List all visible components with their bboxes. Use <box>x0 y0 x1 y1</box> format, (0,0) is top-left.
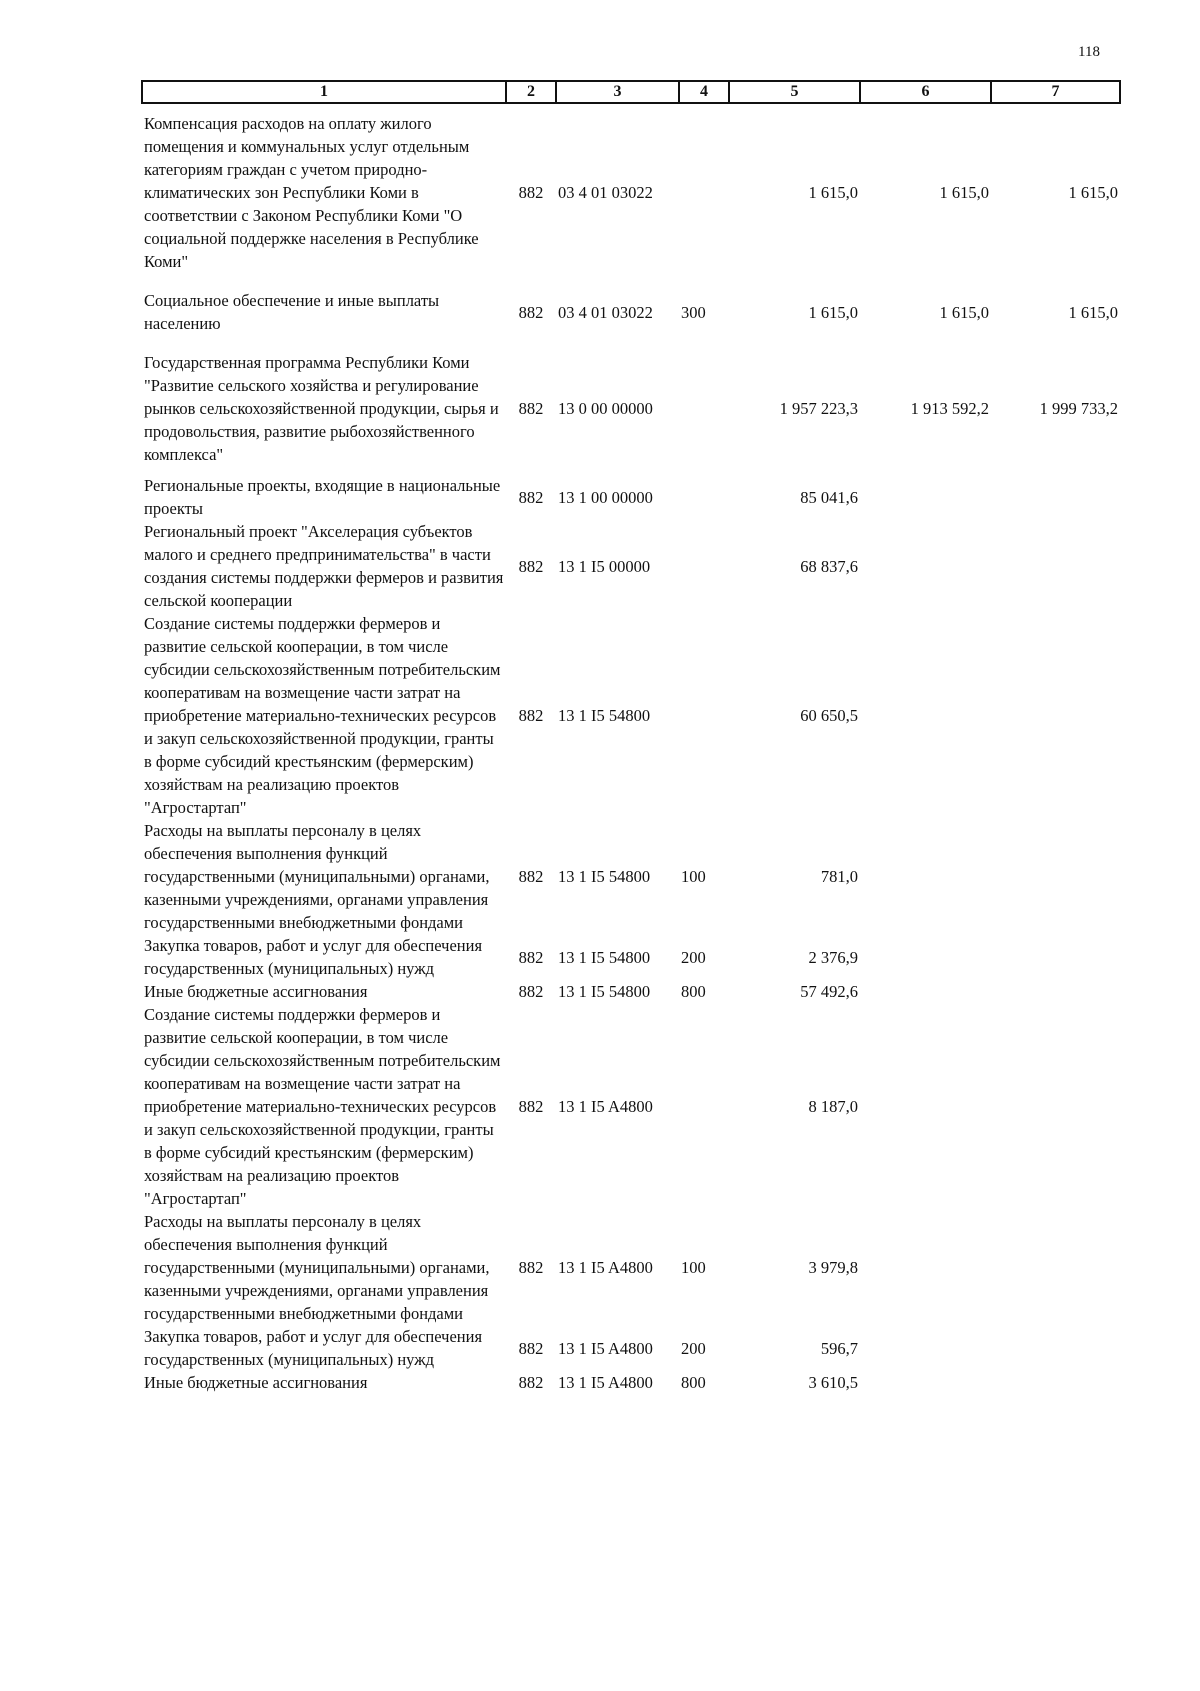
row-value-6 <box>860 1325 991 1371</box>
table-row <box>142 819 1120 934</box>
row-name: Компенсация расходов на оплату жилого помещения и коммунальных услуг отдельным категориям граждан с учетом природно-климатических зон Республики Коми в соответствии с Законом Республики Коми "О социальной поддержке населения в Республике Коми" <box>144 114 479 271</box>
row-type: 800 <box>681 982 706 1001</box>
row-value-5: 1 615,0 <box>808 302 858 322</box>
row-value-7 <box>991 520 1120 612</box>
row-csr: 13 1 I5 A4800 <box>558 1373 653 1392</box>
header-cell: 2 <box>506 81 556 103</box>
table-row <box>142 980 1120 1003</box>
row-csr: 13 1 I5 00000 <box>558 556 651 576</box>
row-value-5: 1 615,0 <box>808 183 858 202</box>
row-code: 882 <box>518 183 544 202</box>
row-name: Иные бюджетные ассигнования <box>144 1373 368 1392</box>
table-row <box>142 1325 1120 1371</box>
row-value-5: 596,7 <box>820 1338 858 1358</box>
row-code: 882 <box>518 706 544 725</box>
row-name: Иные бюджетные ассигнования <box>144 982 368 1001</box>
row-code: 882 <box>518 867 544 886</box>
row-csr: 13 1 I5 A4800 <box>558 1338 653 1358</box>
row-name: Расходы на выплаты персоналу в целях обеспечения выполнения функций государственными (муниципальными) органами, казенными учреждениями, органами управления государственными внебюджетными фондами <box>144 821 490 932</box>
row-name: Региональный проект "Акселерация субъектов малого и среднего предпринимательства" в части создания системы поддержки фермеров и развития сельской кооперации <box>144 522 504 610</box>
row-type <box>679 474 729 520</box>
row-name: Расходы на выплаты персоналу в целях обеспечения выполнения функций государственными (муниципальными) органами, казенными учреждениями, органами управления государственными внебюджетными фондами <box>144 1212 490 1323</box>
row-value-6 <box>860 819 991 934</box>
row-type: 800 <box>681 1373 706 1392</box>
row-name: Социальное обеспечение и иные выплаты населению <box>144 291 440 333</box>
row-value-5: 8 187,0 <box>808 1097 858 1116</box>
row-value-6 <box>860 1371 991 1394</box>
row-type <box>679 1003 729 1210</box>
table-row <box>142 343 1120 474</box>
row-value-7: 1 615,0 <box>1068 183 1118 202</box>
row-value-5: 2 376,9 <box>808 947 858 967</box>
row-code: 882 <box>518 1338 544 1358</box>
row-type: 100 <box>681 1258 706 1277</box>
row-csr: 03 4 01 03022 <box>558 183 653 202</box>
header-cell: 3 <box>556 81 679 103</box>
row-value-7 <box>991 474 1120 520</box>
row-code: 882 <box>518 302 544 322</box>
table-row <box>142 1210 1120 1325</box>
row-csr: 13 1 00 00000 <box>558 487 653 507</box>
row-name: Создание системы поддержки фермеров и развитие сельской кооперации, в том числе субсидии сельскохозяйственным потребительским кооперативам на возмещение части затрат на приобретение материально-технических ресурсов и закуп сельскохозяйственной продукции, гранты в форме субсидий крестьянским (фермерским) хозяйствам на реализацию проектов "Агростартап" <box>144 1005 501 1208</box>
row-type: 100 <box>681 867 706 886</box>
row-value-6 <box>860 1210 991 1325</box>
row-value-6: 1 615,0 <box>939 302 989 322</box>
table-row <box>142 474 1120 520</box>
table-row <box>142 103 1120 281</box>
row-value-7 <box>991 612 1120 819</box>
row-value-7 <box>991 1325 1120 1371</box>
row-csr: 03 4 01 03022 <box>558 302 653 322</box>
row-type <box>679 103 729 281</box>
row-type <box>679 520 729 612</box>
row-value-6 <box>860 934 991 980</box>
row-value-5: 68 837,6 <box>800 556 858 576</box>
row-code: 882 <box>518 487 544 507</box>
row-type <box>679 612 729 819</box>
table-row <box>142 1371 1120 1394</box>
row-csr: 13 1 I5 54800 <box>558 867 651 886</box>
table-row <box>142 934 1120 980</box>
header-cell: 4 <box>679 81 729 103</box>
row-name: Государственная программа Республики Коми "Развитие сельского хозяйства и регулирование рынков сельскохозяйственной продукции, сырья и продовольствия, развитие рыбохозяйственного комплекса" <box>144 353 499 464</box>
row-code: 882 <box>518 1258 544 1277</box>
row-csr: 13 1 I5 54800 <box>558 982 651 1001</box>
row-csr: 13 0 00 00000 <box>558 399 653 418</box>
row-value-6: 1 913 592,2 <box>910 399 989 418</box>
table-row <box>142 520 1120 612</box>
header-cell: 1 <box>142 81 506 103</box>
row-value-6 <box>860 612 991 819</box>
table-row <box>142 281 1120 343</box>
row-code: 882 <box>518 1373 544 1392</box>
row-name: Создание системы поддержки фермеров и развитие сельской кооперации, в том числе субсидии сельскохозяйственным потребительским кооперативам на возмещение части затрат на приобретение материально-технических ресурсов и закуп сельскохозяйственной продукции, гранты в форме субсидий крестьянским (фермерским) хозяйствам на реализацию проектов "Агростартап" <box>144 614 501 817</box>
row-value-7: 1 615,0 <box>1068 302 1118 322</box>
row-code: 882 <box>518 399 544 418</box>
row-name: Закупка товаров, работ и услуг для обеспечения государственных (муниципальных) нужд <box>144 936 483 978</box>
row-value-5: 3 610,5 <box>808 1373 858 1392</box>
row-value-7 <box>991 819 1120 934</box>
row-type: 200 <box>681 947 706 967</box>
row-value-5: 1 957 223,3 <box>779 399 858 418</box>
table-row <box>142 1003 1120 1210</box>
row-name: Закупка товаров, работ и услуг для обеспечения государственных (муниципальных) нужд <box>144 1327 483 1369</box>
row-value-5: 57 492,6 <box>800 982 858 1001</box>
row-code: 882 <box>518 982 544 1001</box>
row-value-5: 85 041,6 <box>800 487 858 507</box>
row-value-6: 1 615,0 <box>939 183 989 202</box>
row-value-5: 60 650,5 <box>800 706 858 725</box>
row-code: 882 <box>518 1097 544 1116</box>
row-csr: 13 1 I5 A4800 <box>558 1097 653 1116</box>
row-value-7 <box>991 1003 1120 1210</box>
row-value-7 <box>991 1371 1120 1394</box>
row-csr: 13 1 I5 54800 <box>558 947 651 967</box>
row-value-6 <box>860 1003 991 1210</box>
page-number: 118 <box>1078 44 1100 60</box>
row-name: Региональные проекты, входящие в национальные проекты <box>144 476 501 518</box>
header-cell: 7 <box>991 81 1120 103</box>
row-value-7 <box>991 980 1120 1003</box>
row-value-7: 1 999 733,2 <box>1039 399 1118 418</box>
table-header-row <box>142 81 1120 103</box>
header-cell: 5 <box>729 81 860 103</box>
row-value-5: 781,0 <box>820 867 858 886</box>
table-row <box>142 612 1120 819</box>
row-value-6 <box>860 980 991 1003</box>
row-value-6 <box>860 520 991 612</box>
header-cell: 6 <box>860 81 991 103</box>
row-value-6 <box>860 474 991 520</box>
row-csr: 13 1 I5 54800 <box>558 706 651 725</box>
row-code: 882 <box>518 947 544 967</box>
row-value-7 <box>991 934 1120 980</box>
row-type: 200 <box>681 1338 706 1358</box>
row-code: 882 <box>518 556 544 576</box>
row-type: 300 <box>681 302 706 322</box>
row-value-7 <box>991 1210 1120 1325</box>
row-csr: 13 1 I5 A4800 <box>558 1258 653 1277</box>
row-value-5: 3 979,8 <box>808 1258 858 1277</box>
budget-table <box>141 80 1121 1394</box>
row-type <box>679 343 729 474</box>
